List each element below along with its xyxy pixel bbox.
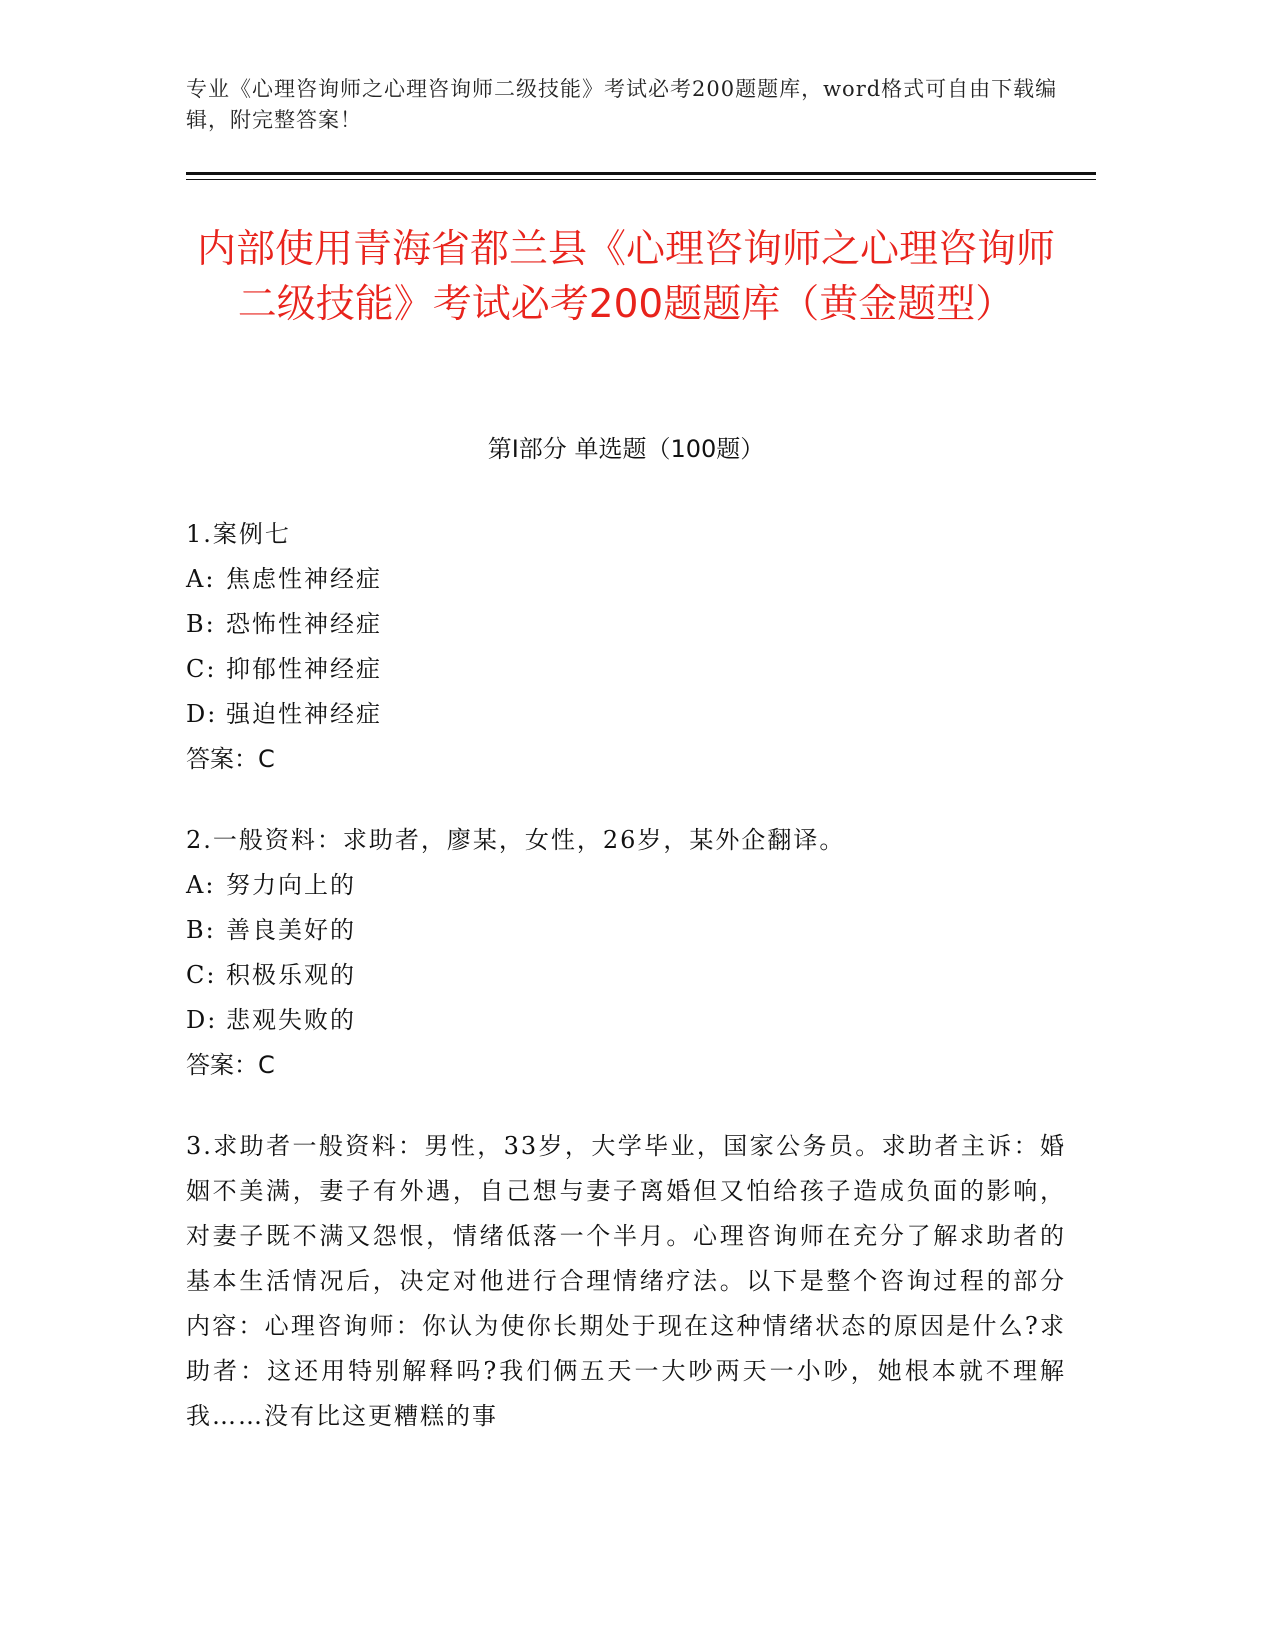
option-key: B: — [186, 916, 216, 944]
section-title: 第Ⅰ部分 单选题（100题） — [487, 435, 765, 463]
option-text: 积极乐观的 — [226, 961, 356, 989]
header-divider-thick — [186, 172, 1096, 175]
option-key: A: — [186, 871, 216, 899]
option-text: 悲观失败的 — [226, 1006, 356, 1034]
question-3 — [186, 1124, 1066, 1439]
option-key: D: — [186, 700, 218, 728]
header-divider-thin — [186, 179, 1096, 180]
option-key: D: — [186, 1006, 218, 1034]
question-2 — [186, 818, 1066, 1088]
option-key: C: — [186, 961, 217, 989]
option-key: B: — [186, 610, 216, 638]
option-text: 恐怖性神经症 — [226, 610, 382, 638]
question-list — [186, 512, 1066, 1475]
question-stem: 1.案例七 — [186, 520, 291, 548]
option-d — [186, 692, 1066, 737]
option-text: 强迫性神经症 — [226, 700, 382, 728]
option-c — [186, 647, 1066, 692]
option-text: 抑郁性神经症 — [226, 655, 382, 683]
option-d — [186, 998, 1066, 1043]
option-b — [186, 908, 1066, 953]
answer: 答案：C — [186, 745, 275, 773]
option-key: C: — [186, 655, 217, 683]
question-1 — [186, 512, 1066, 782]
question-stem: 2.一般资料：求助者，廖某，女性，26岁，某外企翻译。 — [186, 826, 846, 854]
header-note: 专业《心理咨询师之心理咨询师二级技能》考试必考200题题库，word格式可自由下载编辑，附完整答案！ — [186, 77, 1058, 132]
option-a — [186, 557, 1066, 602]
document-title: 内部使用青海省都兰县《心理咨询师之心理咨询师二级技能》考试必考200题题库（黄金题型） — [196, 227, 1055, 327]
option-text: 焦虑性神经症 — [226, 565, 382, 593]
option-key: A: — [186, 565, 216, 593]
option-c — [186, 953, 1066, 998]
answer: 答案：C — [186, 1051, 275, 1079]
option-text: 善良美好的 — [226, 916, 356, 944]
option-text: 努力向上的 — [226, 871, 356, 899]
option-a — [186, 863, 1066, 908]
option-b — [186, 602, 1066, 647]
question-stem: 3.求助者一般资料：男性，33岁，大学毕业，国家公务员。求助者主诉：婚姻不美满，妻子有外遇，自己想与妻子离婚但又怕给孩子造成负面的影响，对妻子既不满又怨恨，情绪低落一个半月。心理咨询师在充分了解求助者的基本生活情况后，决定对他进行合理情绪疗法。以下是整个咨询过程的部分内容：心理咨询师：你认为使你长期处于现在这种情绪状态的原因是什么?求助者：这还用特别解释吗?我们俩五天一大吵两天一小吵，她根本就不理解我……没有比这更糟糕的事 — [186, 1132, 1066, 1430]
